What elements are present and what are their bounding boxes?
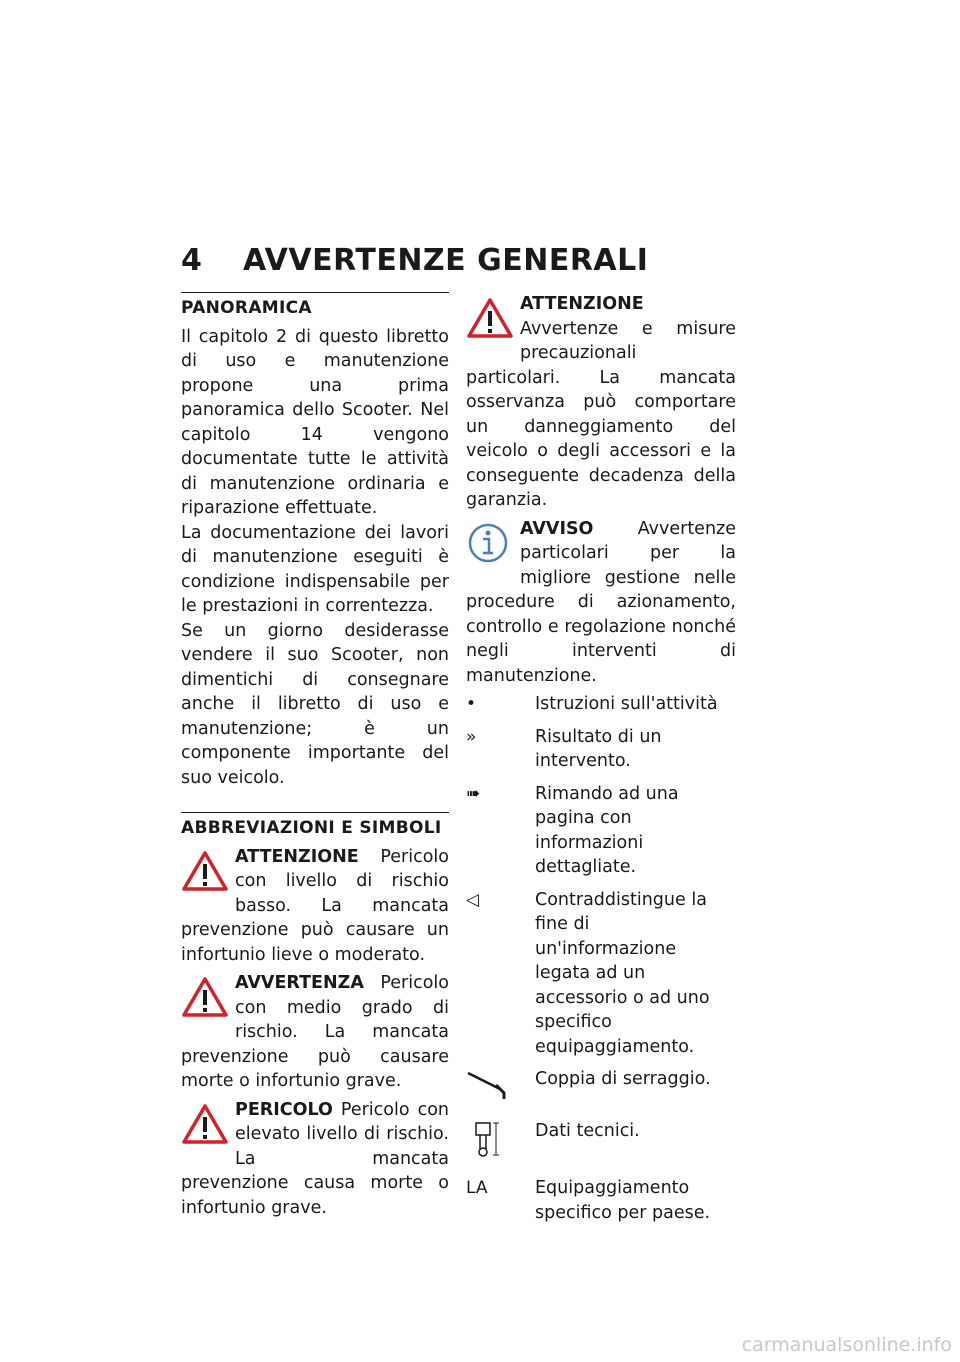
notice-text: Avvertenze particolari per la migliore gestione nelle procedure di azionamento, controllo e regolazione nonché negli interventi di manutenzione.: [466, 518, 736, 686]
end-marker-icon: ◁: [466, 889, 480, 910]
hazard-text: Avvertenze e misure precauzionali particolari. La mancata osservanza può comportare un danneggiamento del veicolo o degli accessori e la conseguente decadenza della garanzia.: [466, 318, 736, 510]
result-icon: »: [466, 726, 477, 747]
warning-triangle-icon: [181, 975, 229, 1019]
left-column: [181, 292, 449, 1220]
legend-item: [466, 1176, 736, 1225]
chapter-number: 4: [181, 243, 203, 278]
hazard-pericolo: [181, 1098, 449, 1221]
chapter-heading: [181, 243, 648, 278]
legend-text: Equipaggiamento specifico per paese.: [535, 1178, 711, 1223]
notice-avviso: [466, 517, 736, 689]
section-title-panoramica: PANORAMICA: [181, 298, 312, 318]
country-code-label: LA: [466, 1178, 488, 1198]
warning-triangle-icon: [181, 1102, 229, 1146]
info-icon: [466, 521, 514, 565]
legend-item: [466, 725, 736, 774]
chapter-title: AVVERTENZE GENERALI: [243, 243, 649, 278]
piston-icon: [466, 1119, 510, 1159]
hazard-label: ATTENZIONE: [520, 294, 644, 314]
hazard-attenzione-material: [466, 292, 736, 513]
right-column: [466, 292, 736, 1233]
legend-text: Contraddistingue la fine di un'informazione legata ad un accessorio o ad uno specifico equipaggiamento.: [535, 889, 710, 1057]
symbol-legend: [466, 692, 736, 1225]
legend-item: [466, 1067, 736, 1109]
notice-label: AVVISO: [520, 518, 594, 539]
legend-item: [466, 1119, 736, 1167]
warning-triangle-icon: [181, 849, 229, 893]
legend-text: Istruzioni sull'attività: [535, 694, 718, 714]
torque-wrench-icon: [466, 1067, 510, 1101]
legend-item: [466, 888, 736, 1060]
warning-triangle-icon: [466, 296, 514, 340]
legend-text: Coppia di serraggio.: [535, 1069, 711, 1089]
legend-text: Risultato di un intervento.: [535, 726, 662, 771]
paragraph: Il capitolo 2 di questo libretto di uso e manutenzione propone una prima panoramica dello Scooter. Nel capitolo 14 vengono documentate tutte le attività di manutenzione ordinaria e riparazione effettuate.: [181, 326, 449, 518]
bullet-icon: •: [466, 694, 477, 714]
legend-item: [466, 782, 736, 880]
hazard-attenzione: [181, 845, 449, 968]
hazard-label: PERICOLO: [235, 1099, 333, 1120]
hazard-text: Pericolo con medio grado di rischio. La mancata prevenzione può causare morte o infortunio grave.: [181, 973, 449, 1091]
legend-item: [466, 692, 736, 717]
hazard-avvertenza: [181, 971, 449, 1094]
hazard-text: Pericolo con elevato livello di rischio. La mancata prevenzione causa morte o infortunio grave.: [181, 1099, 449, 1218]
section-title-abbreviazioni: ABBREVIAZIONI E SIMBOLI: [181, 818, 442, 838]
section-rule: [181, 292, 449, 293]
hazard-label: AVVERTENZA: [235, 973, 364, 993]
paragraph: Se un giorno desiderasse vendere il suo Scooter, non dimentichi di consegnare anche il libretto di uso e manutenzione; è un componente importante del suo veicolo.: [181, 620, 449, 788]
legend-text: Dati tecnici.: [535, 1120, 640, 1141]
hazard-text: Pericolo con livello di rischio basso. La mancata prevenzione può causare un infortunio lieve o moderato.: [181, 846, 449, 965]
section-rule: [181, 812, 449, 813]
legend-text: Rimando ad una pagina con informazioni dettagliate.: [535, 783, 679, 877]
paragraph: La documentazione dei lavori di manutenzione eseguiti è condizione indispensabile per le prestazioni in correntezza.: [181, 522, 449, 616]
arrow-reference-icon: ➠: [466, 783, 481, 804]
hazard-label: ATTENZIONE: [235, 846, 359, 867]
watermark: carmanualsonline.info: [741, 1334, 952, 1356]
